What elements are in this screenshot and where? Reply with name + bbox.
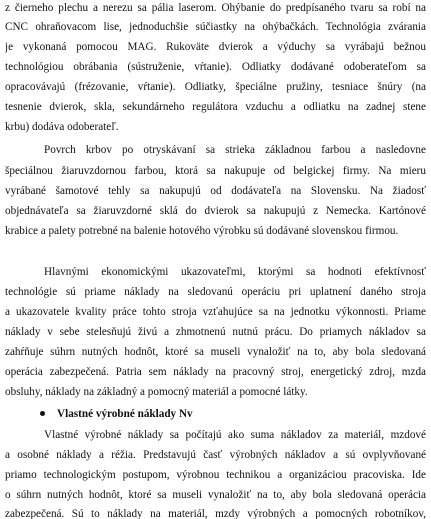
text-line: priamo technologickým postupom, výrobnou technikou a organizáciou pracoviska. Ide — [5, 469, 426, 481]
text-line: Povrch krbov po otryskávaní sa strieka základnou farbou a nasledovne — [44, 144, 426, 156]
text-line: zahŕňuje súhrn nutných hodnôt, ktoré sa museli vynaložiť na to, aby bola sledovaná — [5, 346, 426, 358]
text-line: krbu) dodáva odoberateľ. — [5, 121, 119, 133]
text-line: špeciálnou žiaruvzdornou farbou, ktorá sa nakupuje od belgickej firmy. Na mieru — [5, 165, 426, 177]
text-line: technológiou obrábania (sústruženie, vŕtanie). Odliatky dodávané odoberateľom sa — [5, 61, 426, 73]
text-line: a osobné náklady a réžia. Predstavujú časť výrobných nákladov a sú ovplyvňované — [5, 449, 426, 461]
text-line: CNC ohraňovacom lise, jednoduchšie súčiastky na ohýbačkách. Technológia zvárania — [5, 21, 426, 33]
text-line: vyrábané šamotové tehly sa nakupujú od dodávateľa na Slovensku. Na žiadosť — [5, 185, 426, 197]
text-line: operácia zabezpečená. Patria sem náklady na pracovný stroj, energetický zdroj, mzda — [5, 366, 426, 378]
section-heading — [40, 407, 420, 421]
text-line: z čierneho plechu a nerezu sa pália laserom. Ohýbanie do predpísaného tvaru sa robí na — [5, 2, 426, 14]
text-line: opracovávajú (frézovanie, vŕtanie). Odliatky, špeciálne pružiny, tesniace šnúry (na — [5, 81, 426, 93]
text-line: je vykonaná pomocou MAG. Rukoväte dvierok a výduchy sa vyrábajú bežnou — [5, 41, 426, 53]
section-heading-text: Vlastné výrobné náklady Nv — [57, 408, 193, 420]
text-line: objednávateľa sa žiaruvzdorné sklá do dvierok sa nakupujú z Nemecka. Kartónové — [5, 205, 426, 217]
text-line: krabice a palety potrebné na balenie hotového výrobku sú dodávané slovenskou firmou. — [5, 225, 399, 237]
text-line: o súhrn nutných hodnôt, ktoré sa museli vynaložiť na to, aby bola sledovaná operácia — [5, 489, 426, 501]
text-line: Hlavnými ekonomickými ukazovateľmi, ktorými sa hodnoti efektívnosť — [44, 266, 426, 278]
text-line: náklady v sebe stelesňujú živú a zhmotnenú nutnú prácu. Do priamych nákladov sa — [5, 326, 426, 338]
bullet-icon — [40, 411, 45, 416]
text-line: tesnenie dvierok, skla, sekundárneho regulátora vzduchu a odliatku na zadnej stene — [5, 101, 426, 113]
text-line: Vlastné výrobné náklady sa počítajú ako suma nákladov za materiál, mzdové — [44, 429, 426, 441]
text-line: a ukazovatele kvality práce tohto stroja vzťahujúce sa na jednotku výkonnosti. Priame — [5, 306, 426, 318]
text-line: technológie sú priame náklady na sledovanú operáciu pri uplatnení daného stroja — [5, 286, 426, 298]
text-line: zabezpečená. Sú to náklady na materiál, mzdy výrobných a pomocných robotníkov, — [5, 508, 426, 519]
text-line: obsluhy, náklady na základný a pomocný materiál a pomocné látky. — [5, 386, 308, 398]
